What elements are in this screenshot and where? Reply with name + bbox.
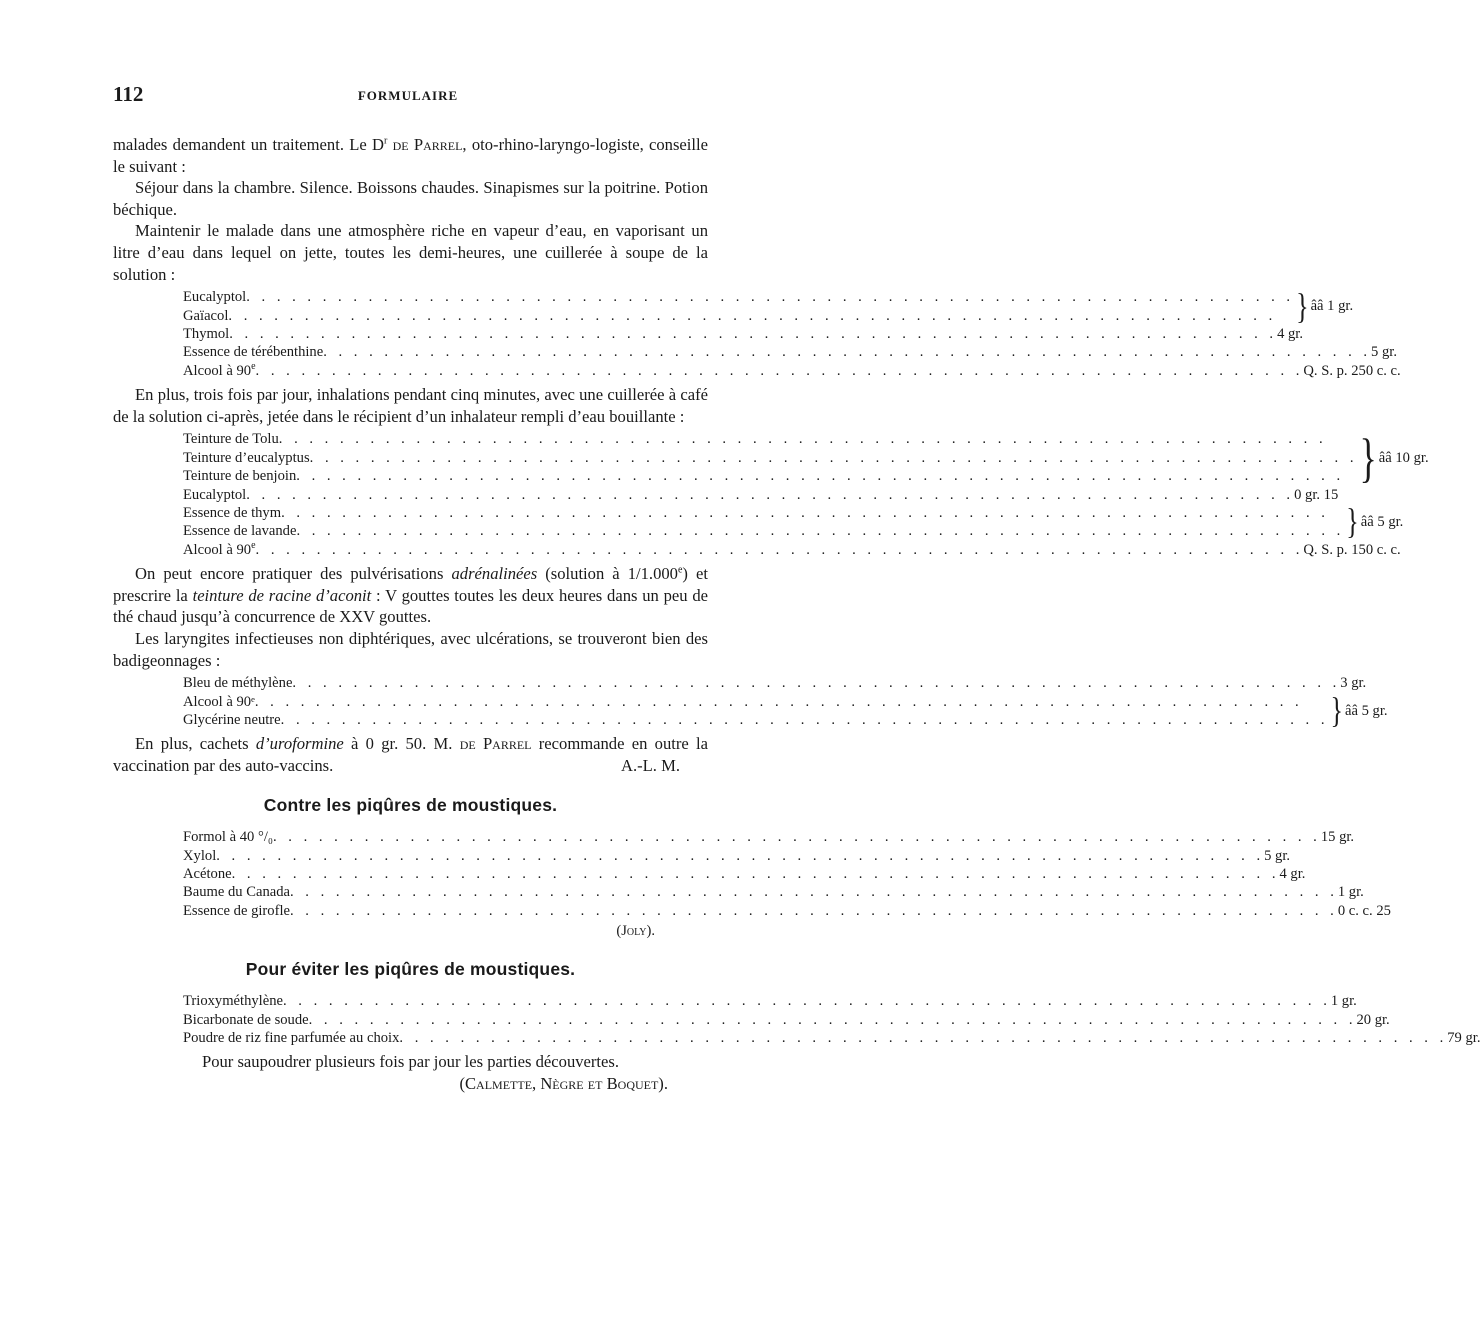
p5-text-b: (solution à 1/1.000	[537, 564, 678, 584]
ingredient-name: Glycérine neutre	[183, 712, 281, 728]
ingredient-qty: ââ 5 gr.	[1360, 514, 1404, 531]
ingredient-name-text: Alcool à 90	[183, 362, 252, 379]
ingredient-qty: 0 gr. 15	[1294, 486, 1339, 503]
p5-sup: e	[677, 564, 683, 576]
section-2-recipe	[183, 992, 1480, 1047]
ingredient-name: Teinture d’eucalyptus	[183, 449, 310, 466]
ingredient-name: Formol à 40 °/₀	[183, 829, 273, 846]
ingredient-qty: 1 gr.	[1330, 993, 1357, 1010]
rx2-group-row	[183, 430, 1357, 448]
page-number: 112	[113, 82, 144, 106]
prescription-3	[183, 674, 1388, 731]
rx3-group-row	[183, 711, 1329, 729]
rx3-group-row	[183, 693, 1329, 711]
ingredient-name: Baume du Canada	[183, 884, 290, 901]
ingredient-sup: e	[251, 539, 256, 551]
rx1-row	[183, 325, 1304, 343]
s2-row	[183, 1011, 1390, 1029]
ingredient-name: Bicarbonate de soude	[183, 1011, 309, 1028]
ingredient-name: Trioxyméthylène	[183, 993, 283, 1010]
ingredient-qty: 20 gr.	[1356, 1011, 1390, 1028]
ingredient-qty: 79 gr.	[1447, 1030, 1480, 1047]
ingredient-name: Poudre de riz fine parfumée au choix	[183, 1030, 400, 1047]
ingredient-qty: ââ 10 gr.	[1378, 449, 1429, 466]
section-2-attribution: (Calmette, Nègre et Boquet).	[459, 1074, 668, 1094]
ingredient-qty: 4 gr.	[1277, 325, 1304, 342]
ingredient-name: Essence de girofle	[183, 902, 290, 919]
brace: }	[1346, 501, 1359, 543]
ingredient-qty: ââ 1 gr.	[1310, 298, 1354, 315]
section-2-title: Pour éviter les piqûres de moustiques.	[245, 958, 576, 979]
p7-text-a: En plus, cachets	[135, 734, 256, 754]
ingredient-qty: ââ 5 gr.	[1344, 702, 1388, 719]
ingredient-name: Gaïacol	[183, 307, 229, 324]
rx2-row	[183, 539, 1401, 559]
prescription-2	[183, 427, 1429, 559]
ingredient-name: Eucalyptol	[183, 289, 247, 306]
paragraph-3: Maintenir le malade dans une atmosphère riche en vapeur d’eau, en vaporisant un litre d’eau dans lequel on jette, toutes les demi-heures, une cuillerée à soupe de la solution :	[113, 221, 708, 284]
prescription-1	[183, 285, 1401, 380]
signature: A.-L. M.	[621, 756, 680, 775]
rx1-group	[183, 285, 1354, 327]
rx3-group	[183, 690, 1388, 731]
brace: }	[1359, 427, 1377, 488]
ingredient-name: Teinture de Tolu	[183, 431, 279, 448]
author-name: de Parrel	[392, 135, 463, 154]
paragraph-5	[113, 563, 708, 628]
ingredient-qty: 5 gr.	[1264, 847, 1291, 864]
rx2-group-row	[183, 449, 1357, 467]
p7-italic: d’uroformine	[255, 734, 344, 754]
ingredient-qty: 4 gr.	[1279, 866, 1306, 882]
ingredient-qty: 5 gr.	[1371, 344, 1397, 361]
ingredient-qty: 15 gr.	[1320, 829, 1355, 846]
p1-text-c: , oto-rhino-laryngo-logiste, conseille le suivant :	[113, 135, 708, 176]
rx2-group-1	[183, 427, 1429, 488]
section-1-attribution: (Joly).	[616, 923, 655, 940]
section-1-title: Contre les piqûres de moustiques.	[263, 794, 558, 815]
ingredient-name: Xylol	[183, 847, 217, 864]
ingredient-name	[183, 541, 256, 559]
section-1-recipe	[183, 828, 1391, 940]
s1-row	[183, 865, 1306, 883]
paragraph-4: En plus, trois fois par jour, inhalations pendant cinq minutes, avec une cuillerée à café de la solution ci-après, jetée dans le récipient d’un inhalateur rempli d’eau bouillante :	[113, 385, 708, 426]
rx2-group-row	[183, 522, 1344, 540]
ingredient-name: Essence de thym	[183, 505, 282, 521]
rx2-group-2	[183, 501, 1404, 543]
ingredient-qty: Q. S. p. 150 c. c.	[1303, 541, 1401, 558]
p7-text-c: recommande en outre la vaccination par des auto-vaccins.	[113, 734, 708, 775]
rx1-group-row	[183, 307, 1294, 325]
ingredient-qty: 0 c. c. 25	[1337, 902, 1391, 919]
ingredient-name: Teinture de benjoin	[183, 468, 297, 485]
paragraph-1	[113, 134, 708, 177]
p1-text-a: malades demandent un traitement. Le D	[113, 135, 384, 154]
p7-text-b: à 0 gr. 50. M.	[343, 734, 460, 754]
p5-text-d: : V gouttes toutes les deux heures dans un peu de thé chaud jusqu’à concurrence de XXV gouttes.	[113, 585, 709, 627]
ingredient-name: Essence de lavande	[183, 523, 297, 540]
brace: }	[1296, 285, 1309, 327]
ingredient-name: Bleu de méthylène	[183, 675, 293, 692]
s1-row	[183, 847, 1291, 865]
ingredient-name: Eucalyptol	[183, 486, 247, 503]
rx3-row	[183, 674, 1367, 692]
rx2-row	[183, 486, 1339, 504]
brace: }	[1330, 690, 1343, 731]
s2-row	[183, 992, 1357, 1010]
running-header	[113, 82, 703, 112]
s2-row	[183, 1029, 1480, 1047]
rx2-group-row	[183, 467, 1357, 485]
ingredient-name-text: Alcool à 90	[183, 541, 252, 558]
ingredient-qty: Q. S. p. 250 c. c.	[1303, 362, 1401, 379]
ingredient-name: Acétone	[183, 866, 232, 882]
rx1-row	[183, 343, 1397, 361]
p5-text-c: ) et prescrire la	[113, 564, 708, 605]
ingredient-name	[183, 362, 256, 380]
ingredient-name: Thymol	[183, 325, 230, 342]
ingredient-name: Alcool à 90ᵉ	[183, 693, 255, 710]
p5-text-a: On peut encore pratiquer des pulvérisations	[135, 564, 452, 584]
p1-sup: r	[383, 135, 388, 147]
s1-row	[183, 883, 1364, 901]
ingredient-qty: 1 gr.	[1337, 884, 1364, 901]
paragraph-2: Séjour dans la chambre. Silence. Boissons chaudes. Sinapismes sur la poitrine. Potion béchique.	[113, 178, 708, 219]
s1-row	[183, 902, 1391, 920]
rx1-row	[183, 360, 1401, 380]
rx2-group-row	[183, 504, 1344, 522]
rx1-group-row	[183, 288, 1294, 306]
section-2-note: Pour saupoudrer plusieurs fois par jour les parties découvertes.	[201, 1052, 620, 1072]
p5-italic-2: teinture de racine d’aconit	[192, 585, 372, 605]
ingredient-name: Essence de térébenthine	[183, 344, 324, 361]
p5-italic-1: adrénalinées	[451, 564, 538, 584]
s1-row	[183, 828, 1355, 846]
paragraph-6: Les laryngites infectieuses non diphtériques, avec ulcérations, se trouveront bien des badigeonnages :	[113, 629, 708, 670]
ingredient-qty: 3 gr.	[1340, 675, 1367, 692]
running-title: FORMULAIRE	[357, 88, 459, 103]
page-body	[113, 134, 1480, 1095]
ingredient-sup: e	[251, 360, 256, 372]
author-name: de Parrel	[459, 734, 532, 754]
